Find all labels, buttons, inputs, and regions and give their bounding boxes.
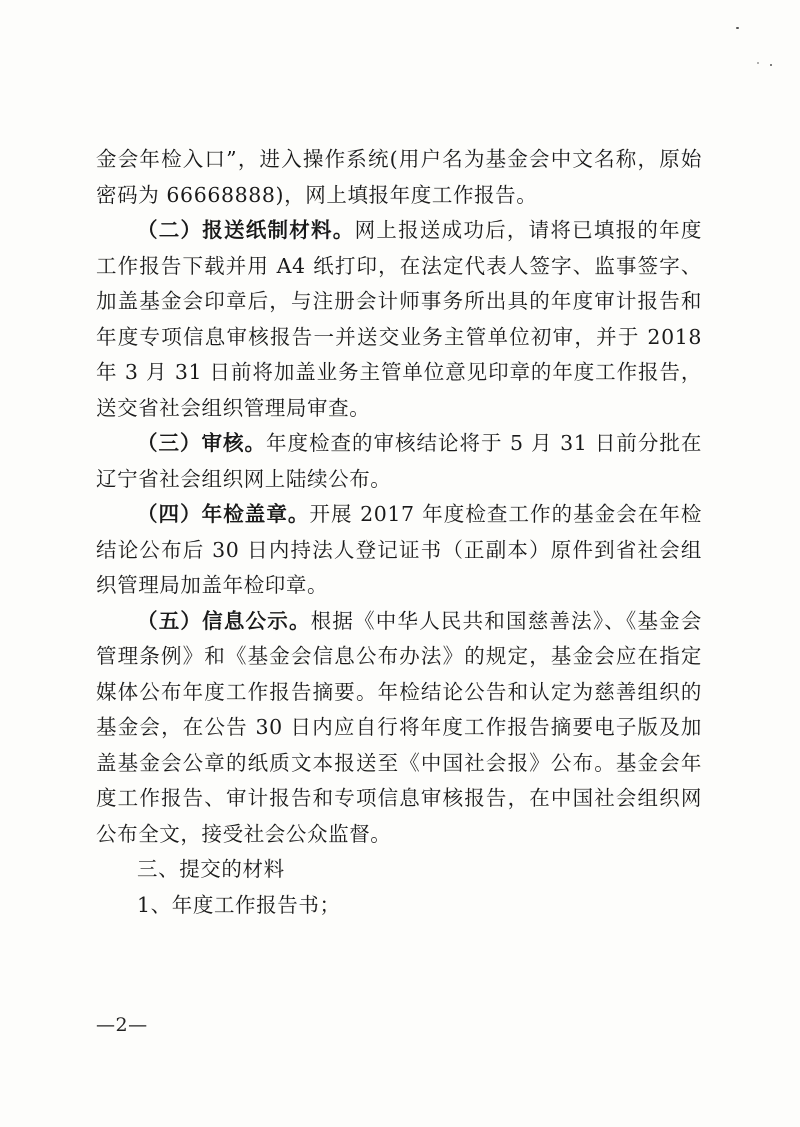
- paragraph-continuation: [96, 142, 702, 213]
- paragraph-annual-stamp: [96, 497, 702, 604]
- paragraph-text: 金会年检入口”，进入操作系统(用户名为基金会中文名称，原始密码为 66668888)，网上填报年度工作报告。: [96, 147, 702, 207]
- paragraph-lead: （二）报送纸制材料。: [137, 218, 355, 242]
- scan-speck: [736, 27, 739, 29]
- paragraph-lead: （三）审核。: [137, 431, 266, 455]
- page-number: —2—: [96, 1014, 148, 1036]
- scan-speck: [770, 64, 772, 66]
- document-body: [96, 142, 702, 923]
- paragraph-text: 根据《中华人民共和国慈善法》、《基金会管理条例》和《基金会信息公布办法》的规定，基金会应在指定媒体公布年度工作报告摘要。年检结论公告和认定为慈善组织的基金会，在公告 30 日内应自行将年度工作报告摘要电子版及加盖基金会公章的纸质文本报送至《中国社会报》公布。基金会年度工作报告、审计报告和专项信息审核报告，在中国社会组织网公布全文，接受社会公众监督。: [96, 608, 702, 846]
- paragraph-information-disclosure: [96, 604, 702, 853]
- paragraph-lead: （五）信息公示。: [137, 608, 311, 633]
- paragraph-text: 开展 2017 年度检查工作的基金会在年检结论公布后 30 日内持法人登记证书（正副本）原件到省社会组织管理局加盖年检印章。: [96, 502, 702, 597]
- paragraph-lead: （四）年检盖章。: [137, 502, 310, 526]
- paragraph-text: 年度检查的审核结论将于 5 月 31 日前分批在辽宁省社会组织网上陆续公布。: [96, 431, 702, 491]
- section-heading-submitted-materials: 三、提交的材料: [137, 857, 285, 881]
- paragraph-submit-paper-materials: [96, 213, 702, 426]
- list-item-annual-work-report: 1、年度工作报告书；: [137, 892, 341, 917]
- paragraph-text: 网上报送成功后，请将已填报的年度工作报告下载并用 A4 纸打印，在法定代表人签字、监事签字、加盖基金会印章后，与注册会计师事务所出具的年度审计报告和年度专项信息审核报告一并送交业务主管单位初审，并于 2018 年 3 月 31 日前将加盖业务主管单位意见印章的年度工作报告，送交省社会组织管理局审查。: [96, 218, 702, 420]
- scan-speck: [757, 62, 759, 64]
- paragraph-review: [96, 426, 702, 497]
